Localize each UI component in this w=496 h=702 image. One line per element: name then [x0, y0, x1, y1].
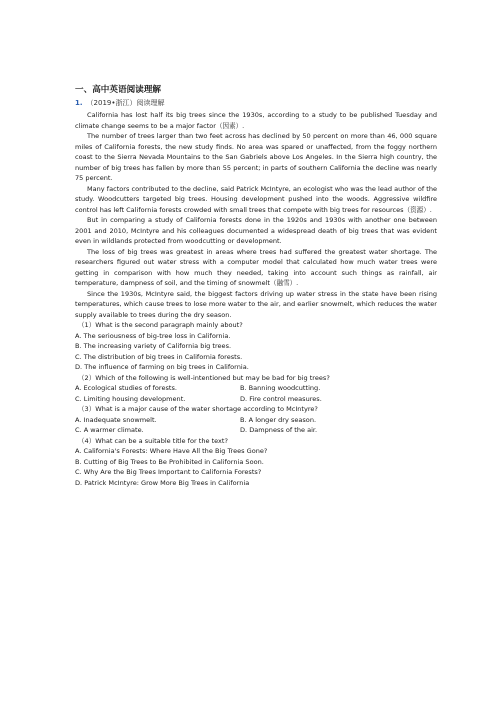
passage-paragraph-5: The loss of big trees was greatest in areas where trees had suffered the greatest water shortage. The researchers figured out water stress with a computer model that calculated how much water trees were getting in comparison with how much they needed, taking into account such things as rainfall, air temperature, dampness of soil, and the timing of snowmelt（融雪）.	[75, 247, 437, 287]
option-2-b: B. Banning woodcutting.	[240, 384, 321, 392]
question-source: （2019•浙江）阅读理解	[86, 99, 165, 107]
passage-paragraph-1: California has lost half its big trees since the 1930s, according to a study to be published Tuesday and climate change seems to be a major factor（因素）.	[75, 111, 437, 130]
option-4-d: D. Patrick McIntyre: Grow More Big Trees in California	[75, 478, 250, 487]
option-4-a: A. California's Forests: Where Have All the Big Trees Gone?	[75, 447, 268, 455]
option-4-b: B. Cutting of Big Trees to Be Prohibited in California Soon.	[75, 457, 264, 466]
option-row	[75, 383, 437, 394]
document-page	[75, 84, 437, 488]
option-2-a: A. Ecological studies of forests.	[75, 384, 177, 392]
question-number: 1.	[75, 99, 83, 107]
option-3-d: D. Dampness of the air.	[240, 426, 318, 434]
question-stem-2: （2）Which of the following is well-intentioned but may be bad for big trees?	[78, 373, 330, 382]
option-row	[75, 394, 437, 405]
passage-paragraph-2: The number of trees larger than two feet across has declined by 50 percent on more than 46, 000 square miles of California forests, the new study finds. No area was spared or unaffected, from the foggy northern coast to the Sierra Nevada Mountains to the San Gabriels above Los Angeles. In the Sierra high country, the number of big trees has fallen by more than 55 percent; in parts of southern California the decline was nearly 75 percent.	[75, 132, 437, 182]
option-2-d: D. Fire control measures.	[240, 394, 322, 403]
option-1-c: C. The distribution of big trees in California forests.	[75, 352, 243, 361]
option-4-c: C. Why Are the Big Trees Important to California Forests?	[75, 468, 262, 476]
option-3-a: A. Inadequate snowmelt.	[75, 415, 157, 424]
option-3-b: B. A longer dry season.	[240, 415, 317, 424]
option-1-a: A. The seriousness of big-tree loss in California.	[75, 331, 231, 340]
option-1-d: D. The influence of farming on big trees in California.	[75, 363, 249, 371]
question-stem-4: （4）What can be a suitable title for the text?	[78, 436, 228, 445]
passage-paragraph-6: Since the 1930s, McIntyre said, the biggest factors driving up water stress in the state have been rising temperatures, which cause trees to lose more water to the air, and earlier snowmelt, which reduces the water supply available to trees during the dry season.	[75, 289, 437, 319]
option-3-c: C. A warmer climate.	[75, 426, 144, 434]
section-title: 一、高中英语阅读理解	[75, 85, 161, 95]
passage-paragraph-3: Many factors contributed to the decline, said Patrick McIntyre, an ecologist who was the lead author of the study. Woodcutters targeted big trees. Housing development pushed into the woods. Aggressive wildfire control has left California forests crowded with small trees that compete with big trees for resources（资源）.	[75, 184, 437, 214]
passage-paragraph-4: But in comparing a study of California forests done in the 1920s and 1930s with another one between 2001 and 2010, McIntyre and his colleagues documented a widespread death of big trees that was evident even in wildlands protected from woodcutting or development.	[75, 216, 437, 245]
question-stem-3: （3）What is a major cause of the water shortage according to McIntyre?	[78, 405, 318, 413]
option-row	[75, 425, 437, 436]
option-1-b: B. The increasing variety of California big trees.	[75, 342, 232, 350]
option-row	[75, 415, 437, 426]
question-stem-1: （1）What is the second paragraph mainly about?	[78, 321, 243, 329]
option-2-c: C. Limiting housing development.	[75, 394, 186, 403]
question-header	[75, 98, 437, 108]
